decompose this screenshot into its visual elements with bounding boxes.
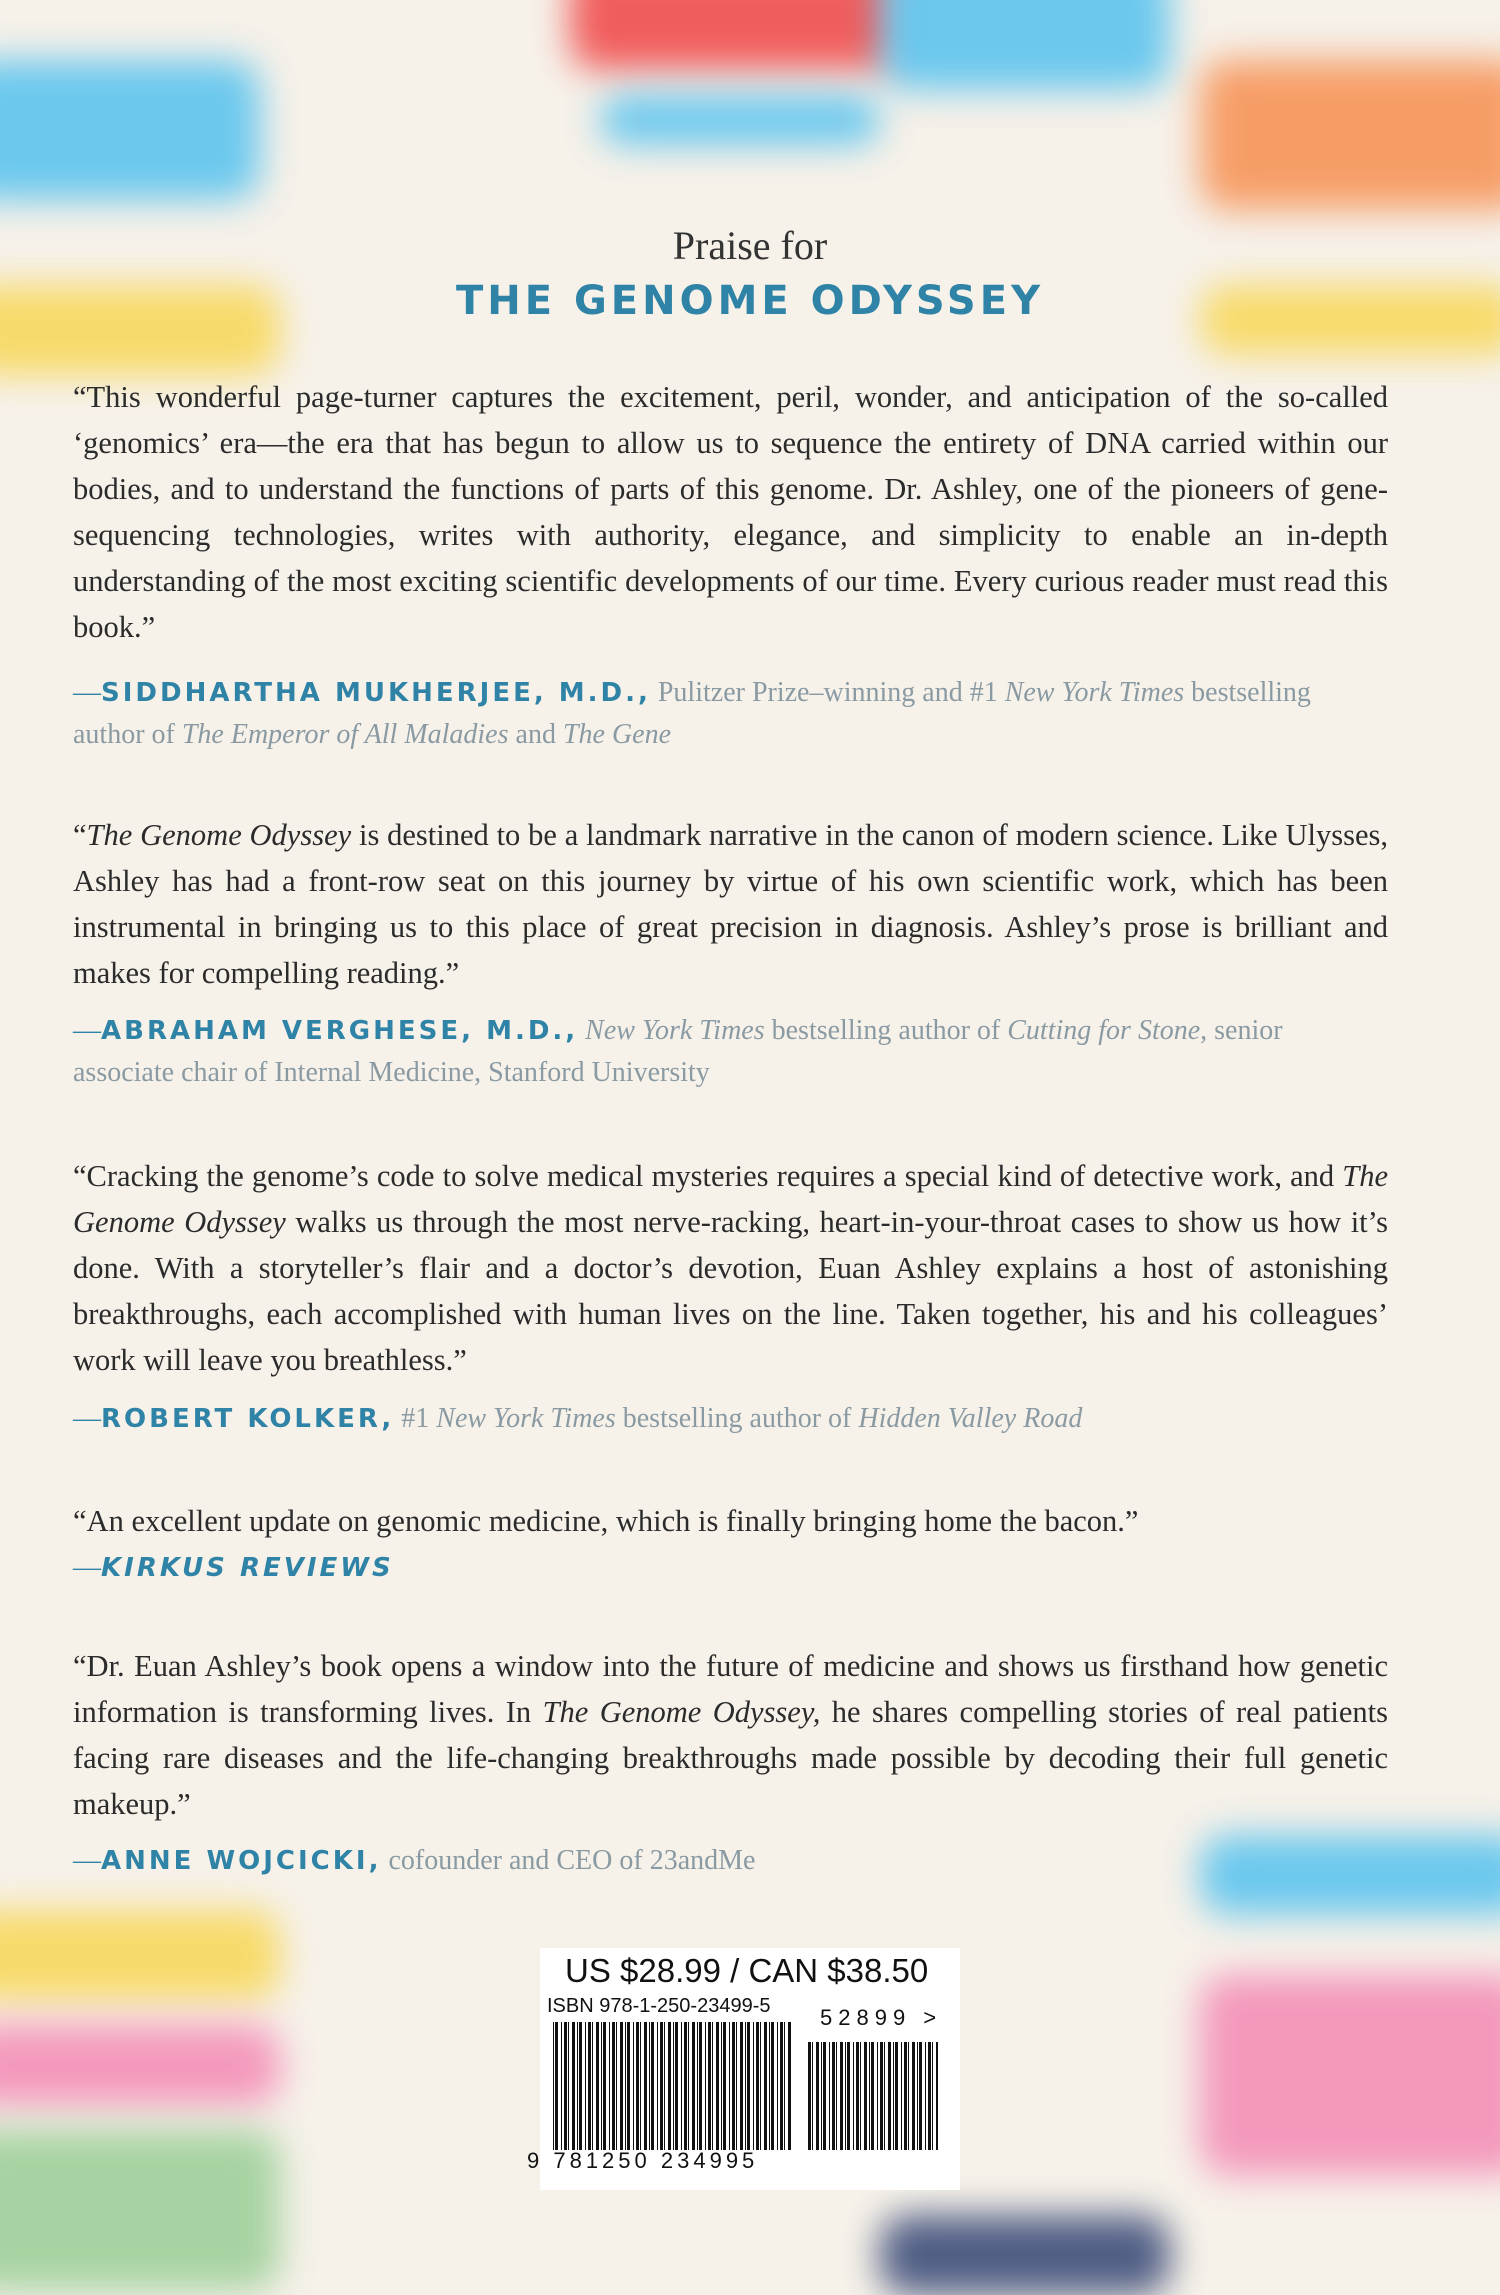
barcode-bar: [633, 2022, 634, 2150]
barcode-bar: [740, 2022, 743, 2150]
barcode-bar: [699, 2022, 702, 2150]
barcode-bar: [612, 2022, 615, 2150]
quote-book-title: The Genome Odyssey,: [542, 1695, 821, 1729]
barcode-bar: [636, 2022, 639, 2150]
barcode-bar: [577, 2022, 578, 2150]
barcode-bar: [705, 2022, 706, 2150]
barcode-bar: [588, 2022, 591, 2150]
barcode-bar: [812, 2042, 813, 2150]
barcode-bar: [555, 2022, 558, 2150]
barcode-bar: [716, 2022, 719, 2150]
barcode-bar: [640, 2022, 641, 2150]
decor-blue-top-left: [0, 60, 260, 200]
barcode-bar: [888, 2042, 891, 2150]
barcode-bar: [601, 2022, 602, 2150]
barcode-bar: [596, 2022, 599, 2150]
barcode-bar: [747, 2022, 750, 2150]
barcode-bar: [753, 2022, 754, 2150]
barcode-bar: [901, 2042, 902, 2150]
barcode-bar: [936, 2042, 938, 2150]
attribution-mukherjee: —SIDDHARTHA MUKHERJEE, M.D., Pulitzer Prize–winning and #1 New York Times bestselling author of The Emperor of All Maladies and The Gene: [73, 677, 1311, 750]
decor-navy-bottom: [880, 2215, 1170, 2295]
barcode-bar: [832, 2042, 835, 2150]
quote-text: is destined to be a landmark narrative in the canon of modern science. Like Ulysses, Ashley has had a front-row seat on this journey by virtue of his own scientific work, which has been instrumental in bringing us to this place of great precision in diagnosis. Ashley’s prose is brilliant and makes for compelling reading.”: [73, 818, 1388, 990]
quote-text: he shares compelling stories of real patients facing rare diseases and the life-changing breakthroughs made possible by decoding their full genetic makeup.”: [73, 1695, 1389, 1821]
barcode-addon-number: 52899 >: [820, 2005, 943, 2030]
barcode-bar: [616, 2022, 617, 2150]
barcode-bar: [856, 2042, 859, 2150]
barcode-bar: [884, 2042, 885, 2150]
barcode-bar: [579, 2022, 582, 2150]
praise-label: Praise for: [672, 223, 828, 268]
barcode-bar: [657, 2022, 658, 2150]
decor-orange-top-right: [1200, 60, 1500, 210]
barcode-bar: [853, 2042, 854, 2150]
barcode-bar: [620, 2022, 623, 2150]
barcode-bar: [928, 2042, 931, 2150]
barcode-bar: [869, 2042, 870, 2150]
barcode-bar: [925, 2042, 926, 2150]
attribution-verghese: —ABRAHAM VERGHESE, M.D., New York Times bestselling author of Cutting for Stone, senior associate chair of Internal Medicine, Stanford University: [73, 1015, 1283, 1088]
barcode-bar: [644, 2022, 647, 2150]
barcode-bar: [649, 2022, 650, 2150]
barcode-bar: [917, 2042, 918, 2150]
barcode-addon-bars: [808, 2042, 938, 2150]
barcode-bar: [829, 2042, 830, 2150]
quote-kirkus: [73, 1498, 1388, 1544]
barcode-bar: [692, 2022, 695, 2150]
barcode-bar: [681, 2022, 682, 2150]
barcode-bar: [625, 2022, 626, 2150]
quote-text: “An excellent update on genomic medicine, which is finally bringing home the bacon.”: [73, 1504, 1139, 1538]
barcode-bar: [756, 2022, 759, 2150]
decor-yellow-bottom-left: [0, 1910, 280, 2000]
barcode-bar: [723, 2022, 726, 2150]
decor-blue-top-mid: [600, 95, 880, 145]
barcode-bar: [603, 2022, 606, 2150]
barcode-bar: [864, 2042, 867, 2150]
barcode-bar: [673, 2022, 674, 2150]
barcode-bar: [585, 2022, 586, 2150]
barcode-bar: [784, 2022, 785, 2150]
decor-pink-bottom-right: [1200, 1975, 1500, 2175]
barcode-bar: [745, 2022, 746, 2150]
barcode-bar: [592, 2022, 593, 2150]
barcode-bar: [651, 2022, 654, 2150]
barcode-bar: [912, 2042, 915, 2150]
barcode-bar: [697, 2022, 698, 2150]
barcode-bar: [808, 2042, 811, 2150]
barcode-bar: [877, 2042, 878, 2150]
barcode-bar: [816, 2042, 819, 2150]
barcode-bar: [904, 2042, 907, 2150]
ean-number: 9 781250 234995: [527, 2148, 759, 2173]
barcode-bar: [609, 2022, 610, 2150]
barcode-bar: [627, 2022, 630, 2150]
barcode-bar: [764, 2022, 767, 2150]
decor-pink-bottom-left: [0, 2025, 280, 2105]
quote-verghese: “The Genome Odyssey is destined to be a landmark narrative in the canon of modern science. Like Ulysses, Ashley has had a front-row seat on this journey by virtue of his own scientific work, which has been instrumental in bringing us to this place of great precision in diagnosis. Ashley’s prose is brilliant and makes for compelling reading.”: [73, 818, 1388, 990]
barcode-bar: [780, 2022, 783, 2150]
decor-green-bottom-left: [0, 2130, 280, 2290]
barcode-bar: [932, 2042, 933, 2150]
decor-red-top: [570, 0, 900, 70]
barcode-bars: [553, 2022, 793, 2150]
barcode-bar: [880, 2042, 883, 2150]
attribution-wojcicki: —ANNE WOJCICKI, cofounder and CEO of 23andMe: [73, 1845, 756, 1876]
isbn: ISBN 978-1-250-23499-5: [547, 1995, 771, 2017]
quote-mukherjee: [73, 374, 1388, 650]
barcode-bar: [721, 2022, 722, 2150]
barcode-bar: [836, 2042, 837, 2150]
barcode-bar: [871, 2042, 874, 2150]
book-title: THE GENOME ODYSSEY: [455, 278, 1045, 324]
barcode-bar: [919, 2042, 922, 2150]
barcode-bar: [908, 2042, 909, 2150]
barcode-bar: [845, 2042, 846, 2150]
barcode-bar: [860, 2042, 861, 2150]
barcode-bar: [760, 2022, 761, 2150]
barcode-bar: [668, 2022, 671, 2150]
barcode-bar: [893, 2042, 894, 2150]
barcode-bar: [771, 2022, 774, 2150]
quote-text: “This wonderful page-turner captures the excitement, peril, wonder, and anticipation of the so-called ‘genomics’ era—the era that has begun to allow us to sequence the entirety of DNA carried within our bodies, and to understand the functions of parts of this genome. Dr. Ashley, one of the pioneers of gene-sequencing technologies, writes with authority, elegance, and simplicity to enable an in-depth understanding of the most exciting scientific developments of our time. Every curious reader must read this book.”: [73, 380, 1388, 644]
barcode-bar: [664, 2022, 665, 2150]
barcode-bar: [684, 2022, 687, 2150]
quote-kolker: “Cracking the genome’s code to solve medical mysteries requires a special kind of detective work, and The Genome Odyssey walks us through the most nerve-racking, heart-in-your-throat cases to show us how it’s done. With a storyteller’s flair and a doctor’s devotion, Euan Ashley explains a host of astonishing breakthroughs, each accomplished with human lives on the line. Taken together, his and his colleagues’ work will leave you breathless.”: [73, 1159, 1388, 1377]
barcode-bar: [708, 2022, 711, 2150]
barcode-bar: [788, 2022, 791, 2150]
quote-book-title: The Genome Odyssey: [73, 1159, 1388, 1239]
barcode-bar: [821, 2042, 822, 2150]
barcode-bar: [732, 2022, 735, 2150]
barcode-bar: [564, 2022, 567, 2150]
barcode-bar: [840, 2042, 843, 2150]
price: US $28.99 / CAN $38.50: [565, 1952, 929, 1989]
quote-wojcicki: “Dr. Euan Ashley’s book opens a window into the future of medicine and shows us firsthand how genetic information is transforming lives. In The Genome Odyssey, he shares compelling stories of real patients facing rare diseases and the life-changing breakthroughs made possible by decoding their full genetic makeup.”: [73, 1649, 1389, 1821]
barcode-bar: [769, 2022, 770, 2150]
barcode-bar: [660, 2022, 663, 2150]
barcode-bar: [712, 2022, 713, 2150]
barcode-bar: [736, 2022, 737, 2150]
barcode-bar: [777, 2022, 778, 2150]
barcode-bar: [561, 2022, 562, 2150]
barcode-bar: [688, 2022, 689, 2150]
barcode-bar: [553, 2022, 554, 2150]
attribution-name: ABRAHAM VERGHESE, M.D.,: [101, 1016, 579, 1046]
quote-text: walks us through the most nerve-racking, heart-in-your-throat cases to show us how it’s done. With a storyteller’s flair and a doctor’s devotion, Euan Ashley explains a host of astonishing breakthroughs, each accomplished with human lives on the line. Taken together, his and his colleagues’ work will leave you breathless.”: [73, 1205, 1388, 1377]
barcode-bar: [675, 2022, 678, 2150]
attribution-name: KIRKUS REVIEWS: [101, 1553, 394, 1583]
barcode-bar: [895, 2042, 898, 2150]
decor-blue-top-right: [880, 0, 1170, 90]
barcode-bar: [847, 2042, 850, 2150]
attribution-name: ANNE WOJCICKI,: [101, 1846, 382, 1876]
attribution-name: ROBERT KOLKER,: [101, 1404, 395, 1434]
barcode-bar: [729, 2022, 730, 2150]
attribution-kolker: —ROBERT KOLKER, #1 New York Times bestselling author of Hidden Valley Road: [73, 1403, 1083, 1434]
quote-book-title: The Genome Odyssey: [86, 818, 352, 852]
barcode-bar: [568, 2022, 569, 2150]
attribution-name: SIDDHARTHA MUKHERJEE, M.D.,: [101, 678, 651, 708]
attribution-kirkus: —KIRKUS REVIEWS: [73, 1552, 394, 1583]
barcode-bar: [823, 2042, 826, 2150]
barcode-bar: [572, 2022, 575, 2150]
